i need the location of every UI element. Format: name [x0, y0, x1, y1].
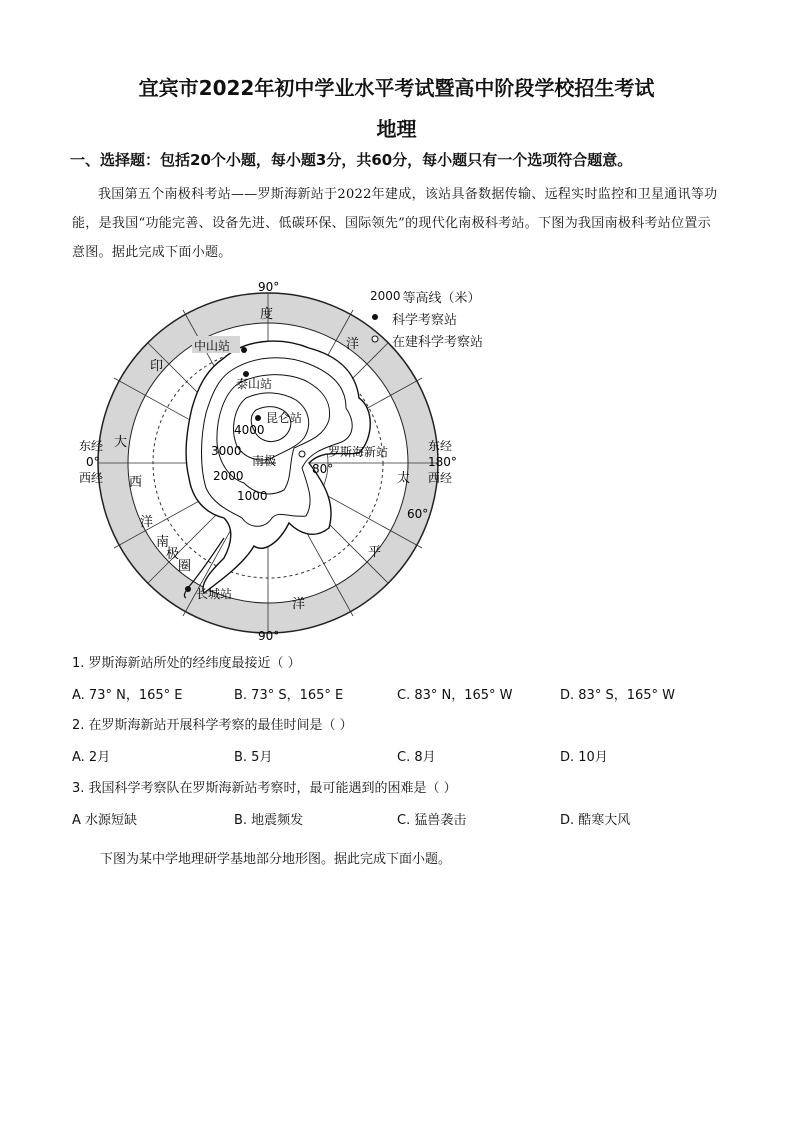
contour-label-2000: 2000 — [213, 469, 244, 483]
label-right-west: 西经 — [428, 471, 453, 485]
question-3-option-b[interactable]: B. 地震频发 — [234, 813, 304, 828]
question-3-option-c[interactable]: C. 猛兽袭击 — [397, 813, 467, 828]
legend-contour-value: 2000 — [370, 289, 401, 303]
label-left-west: 西经 — [79, 471, 104, 485]
rossnew-station-label: 罗斯海新站 — [328, 445, 389, 459]
kunlun-station-label: 昆仑站 — [266, 411, 303, 425]
ocean-pacific-3: 平 — [368, 545, 382, 560]
question-2-option-c[interactable]: C. 8月 — [397, 750, 436, 765]
ocean-indian-3: 大 — [114, 435, 128, 450]
question-2-option-d[interactable]: D. 10月 — [560, 750, 608, 765]
open-circle-icon — [370, 333, 392, 348]
contour-label-1000: 1000 — [237, 489, 268, 503]
question-3-option-d[interactable]: D. 酷寒大风 — [560, 813, 631, 828]
ocean-pacific-4: 洋 — [292, 597, 306, 612]
ocean-atlantic-2: 洋 — [140, 515, 154, 530]
label-right-180: 180° — [428, 455, 457, 469]
label-lat-80: 80° — [312, 462, 334, 476]
ocean-indian-2: 印 — [150, 359, 164, 374]
label-lat-60: 60° — [407, 507, 429, 521]
contour-label-3000: 3000 — [211, 444, 242, 458]
legend-contour — [370, 285, 483, 307]
changcheng-station-label: 长城站 — [196, 587, 233, 601]
kunlun-station-dot — [255, 415, 261, 421]
ocean-atlantic-1: 西 — [129, 475, 143, 490]
ocean-indian-1: 度 — [260, 307, 274, 322]
question-2-stem: 2. 在罗斯海新站开展科学考察的最佳时间是（ ） — [72, 718, 353, 733]
legend-station-label: 科学考察站 — [392, 312, 458, 328]
question-1-option-b[interactable]: B. 73° S，165° E — [234, 688, 344, 703]
question-1-stem: 1. 罗斯海新站所处的经纬度最接近（ ） — [72, 656, 301, 671]
question-3-stem: 3. 我国科学考察队在罗斯海新站考察时，最可能遇到的困难是（ ） — [72, 781, 457, 796]
map-legend — [370, 285, 483, 351]
legend-new-station-label: 在建科学考察站 — [392, 334, 484, 350]
label-left-zero: 0° — [86, 455, 100, 469]
intro-paragraph: 我国第五个南极科考站——罗斯海新站于2022年建成，该站具备数据传输、远程实时监控和卫星通讯等功能，是我国“功能完善、设备先进、低碳环保、国际领先”的现代化南极科考站。下图为我国南极科考站位置示意图。据此完成下面小题。 — [72, 187, 718, 260]
ocean-pacific-2: 太 — [397, 471, 411, 486]
ocean-pacific-1: 洋 — [346, 337, 360, 352]
station-dot-icon — [370, 311, 392, 326]
label-right-east: 东经 — [428, 439, 453, 453]
label-bottom-90: 90° — [258, 629, 280, 643]
label-top-90: 90° — [258, 280, 280, 294]
question-1-option-c[interactable]: C. 83° N，165° W — [397, 688, 513, 703]
antarctic-circle-2: 极 — [166, 547, 180, 562]
antarctic-circle-1: 南 — [156, 535, 170, 550]
antarctic-circle-3: 圈 — [178, 559, 192, 574]
zhongshan-station-dot — [241, 347, 247, 353]
legend-new-station — [370, 329, 483, 351]
zhongshan-station-label: 中山站 — [194, 339, 231, 353]
label-left-east: 东经 — [79, 439, 104, 453]
changcheng-station-dot — [185, 586, 191, 592]
question-1-option-a[interactable]: A. 73° N，165° E — [72, 688, 183, 703]
question-2-option-b[interactable]: B. 5月 — [234, 750, 273, 765]
legend-contour-label: 等高线（米） — [402, 290, 481, 306]
legend-station — [370, 307, 483, 329]
section-heading: 一、选择题：包括20个小题，每小题3分，共60分，每小题只有一个选项符合题意。 — [70, 151, 633, 169]
south-pole-label: 南极 — [252, 454, 277, 468]
exam-subject: 地理 — [376, 117, 417, 141]
question-1-option-d[interactable]: D. 83° S，165° W — [560, 688, 676, 703]
taishan-station-label: 泰山站 — [236, 377, 273, 391]
rossnew-station-dot — [299, 451, 305, 457]
question-3-option-a[interactable]: A 水源短缺 — [72, 813, 138, 828]
exam-title: 宜宾市2022年初中学业水平考试暨高中阶段学校招生考试 — [138, 76, 655, 100]
contour-label-4000: 4000 — [234, 423, 265, 437]
outro-paragraph: 下图为某中学地理研学基地部分地形图。据此完成下面小题。 — [100, 852, 452, 867]
question-2-option-a[interactable]: A. 2月 — [72, 750, 111, 765]
